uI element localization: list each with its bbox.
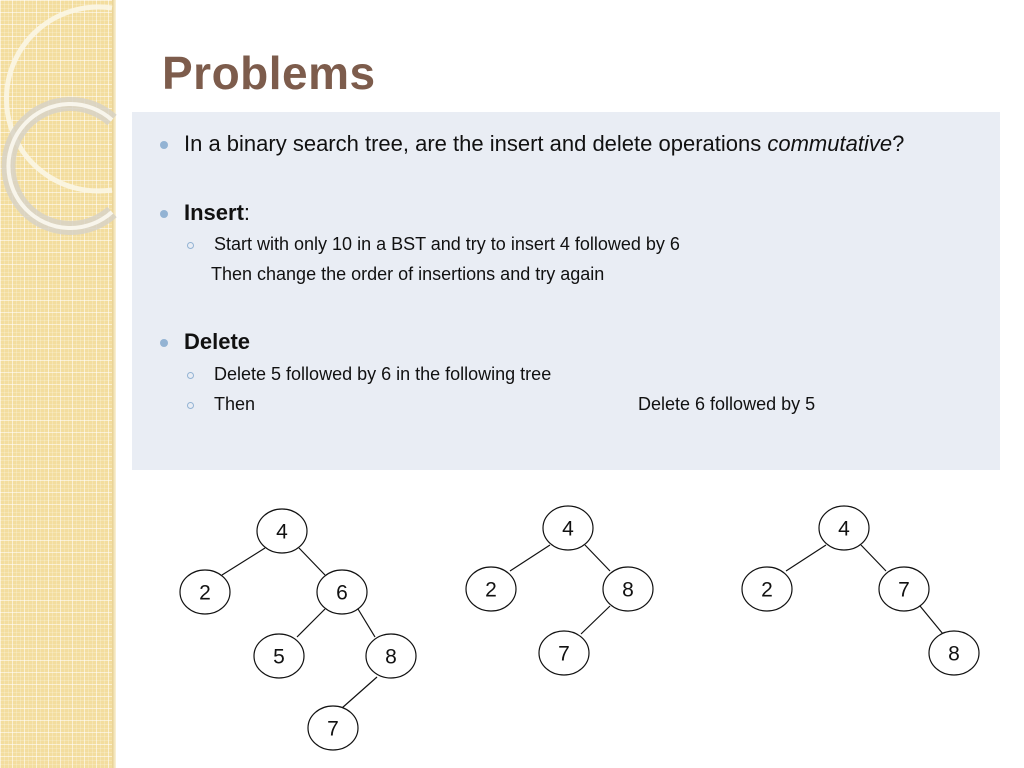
tree3-edge <box>920 606 943 634</box>
tree1-node-label: 8 <box>385 645 397 669</box>
tree1-edge <box>299 548 325 575</box>
delete-line-1: Delete 5 followed by 6 in the following tree <box>214 364 552 384</box>
tree1-node-label: 2 <box>199 581 211 605</box>
tree2-node-label: 8 <box>622 578 634 602</box>
tree2-edge <box>585 545 610 571</box>
tree2-edge <box>510 545 550 571</box>
tree3-node-label: 2 <box>761 578 773 602</box>
tree3-node-label: 8 <box>948 642 960 666</box>
delete-heading: Delete <box>184 329 251 354</box>
insert-heading-colon: : <box>243 200 251 225</box>
tree3-node-label: 7 <box>898 578 910 602</box>
tree3-edge <box>786 545 826 571</box>
tree2-node-label: 2 <box>485 578 497 602</box>
tree2-node-label: 4 <box>562 517 574 541</box>
tree2-node-label: 7 <box>558 642 570 666</box>
tree1-edge <box>342 677 377 708</box>
tree1-edge <box>358 609 375 637</box>
question-emphasis: commutative <box>767 131 893 156</box>
question-suffix: ? <box>892 131 905 156</box>
tree3-edge <box>861 545 886 571</box>
tree2-edge <box>581 606 610 634</box>
tree1-edge <box>222 548 265 575</box>
slide-title: Problems <box>162 47 376 99</box>
tree1-node-label: 6 <box>336 581 348 605</box>
tree1-node-label: 7 <box>327 717 339 741</box>
question-prefix: In a binary search tree, are the insert and delete operations <box>184 131 768 156</box>
tree1-edge <box>297 609 325 637</box>
tree1-node-label: 4 <box>276 520 288 544</box>
insert-heading-label: Insert <box>184 200 244 225</box>
delete-line-2-right: Delete 6 followed by 5 <box>638 394 816 414</box>
insert-line-2: Then change the order of insertions and try again <box>211 264 605 284</box>
insert-line-1: Start with only 10 in a BST and try to insert 4 followed by 6 <box>214 234 680 254</box>
tree3-node-label: 4 <box>838 517 850 541</box>
delete-line-2-left: Then <box>214 394 256 414</box>
tree1-node-label: 5 <box>273 645 285 669</box>
